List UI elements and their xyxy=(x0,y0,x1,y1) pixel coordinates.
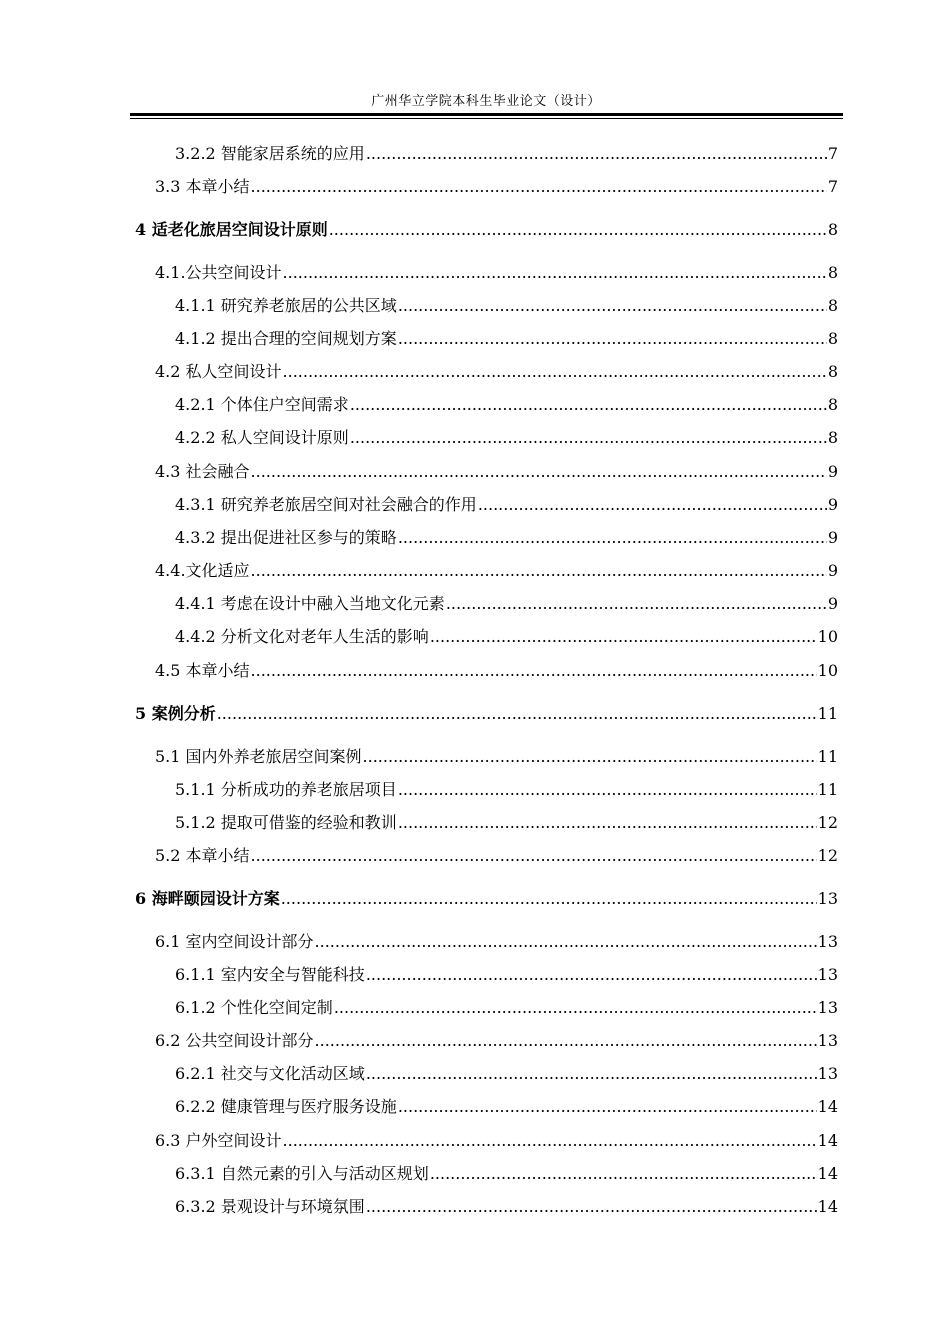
toc-entry[interactable] xyxy=(155,660,838,682)
toc-entry[interactable] xyxy=(175,527,838,549)
toc-dot-leader xyxy=(478,494,827,516)
toc-dot-leader xyxy=(363,746,817,768)
toc-page-number: 11 xyxy=(817,704,838,723)
toc-entry-title: 6.1 室内空间设计部分 xyxy=(155,932,314,951)
toc-page-number: 7 xyxy=(827,144,838,163)
toc-page-number: 12 xyxy=(817,846,838,865)
toc-dot-leader xyxy=(366,964,817,986)
toc-entry-title: 4.2 私人空间设计 xyxy=(155,362,282,381)
toc-dot-leader xyxy=(283,262,827,284)
toc-entry[interactable] xyxy=(175,1063,838,1085)
toc-entry-title: 4.1.2 提出合理的空间规划方案 xyxy=(175,329,397,348)
toc-dot-leader xyxy=(398,295,827,317)
toc-entry-title: 5.2 本章小结 xyxy=(155,846,250,865)
toc-entry[interactable] xyxy=(175,143,838,165)
toc-entry-title: 3.3 本章小结 xyxy=(155,177,250,196)
toc-page-number: 11 xyxy=(817,780,838,799)
toc-dot-leader xyxy=(281,888,817,910)
toc-page-number: 9 xyxy=(827,528,838,547)
toc-entry-title: 4.1.1 研究养老旅居的公共区域 xyxy=(175,296,397,315)
toc-entry[interactable] xyxy=(175,593,838,615)
toc-dot-leader xyxy=(350,427,827,449)
toc-page-number: 7 xyxy=(827,177,838,196)
toc-page-number: 13 xyxy=(817,1031,838,1050)
toc-entry-title: 4.2.2 私人空间设计原则 xyxy=(175,428,349,447)
toc-dot-leader xyxy=(430,1163,817,1185)
toc-page-number: 13 xyxy=(817,1064,838,1083)
toc-page-number: 9 xyxy=(827,495,838,514)
toc-entry-title: 5.1.1 分析成功的养老旅居项目 xyxy=(175,780,397,799)
toc-dot-leader xyxy=(329,219,827,241)
toc-entry-title: 4.4.2 分析文化对老年人生活的影响 xyxy=(175,627,429,646)
toc-entry[interactable] xyxy=(155,461,838,483)
toc-dot-leader xyxy=(251,176,827,198)
toc-entry[interactable] xyxy=(155,1030,838,1052)
toc-page-number: 13 xyxy=(817,932,838,951)
toc-entry[interactable] xyxy=(175,964,838,986)
toc-entry[interactable] xyxy=(135,219,838,241)
toc-entry-title: 4.4.文化适应 xyxy=(155,561,250,580)
toc-page-number: 8 xyxy=(827,428,838,447)
toc-entry[interactable] xyxy=(175,626,838,648)
toc-page-number: 8 xyxy=(827,362,838,381)
toc-entry-title: 4.3.1 研究养老旅居空间对社会融合的作用 xyxy=(175,495,477,514)
toc-entry-title: 6.2.2 健康管理与医疗服务设施 xyxy=(175,1097,397,1116)
toc-dot-leader xyxy=(398,1096,817,1118)
toc-page-number: 8 xyxy=(827,296,838,315)
toc-entry[interactable] xyxy=(175,1096,838,1118)
toc-entry[interactable] xyxy=(175,997,838,1019)
toc-dot-leader xyxy=(366,1196,817,1218)
header-rule xyxy=(130,113,843,116)
toc-dot-leader xyxy=(251,660,817,682)
toc-entry-title: 6.2.1 社交与文化活动区域 xyxy=(175,1064,365,1083)
toc-dot-leader xyxy=(398,812,817,834)
toc-dot-leader xyxy=(398,527,827,549)
toc-entry[interactable] xyxy=(155,1130,838,1152)
toc-entry[interactable] xyxy=(155,361,838,383)
toc-page-number: 13 xyxy=(817,965,838,984)
toc-page-number: 8 xyxy=(827,220,838,239)
toc-page-number: 9 xyxy=(827,462,838,481)
toc-entry-title: 6.3 户外空间设计 xyxy=(155,1131,282,1150)
toc-entry[interactable] xyxy=(135,703,838,725)
toc-dot-leader xyxy=(283,361,827,383)
toc-entry-title: 4.2.1 个体住户空间需求 xyxy=(175,395,349,414)
toc-dot-leader xyxy=(398,328,827,350)
toc-dot-leader xyxy=(315,1030,817,1052)
toc-entry[interactable] xyxy=(175,779,838,801)
toc-entry[interactable] xyxy=(155,746,838,768)
toc-page-number: 8 xyxy=(827,329,838,348)
toc-page-number: 14 xyxy=(817,1131,838,1150)
toc-dot-leader xyxy=(366,1063,817,1085)
toc-dot-leader xyxy=(366,143,827,165)
toc-entry-title: 6.1.2 个性化空间定制 xyxy=(175,998,333,1017)
toc-entry-title: 4 适老化旅居空间设计原则 xyxy=(135,220,328,239)
toc-entry-title: 6.3.2 景观设计与环境氛围 xyxy=(175,1197,365,1216)
toc-page-number: 12 xyxy=(817,813,838,832)
toc-page-number: 8 xyxy=(827,263,838,282)
toc-dot-leader xyxy=(398,779,817,801)
toc-dot-leader xyxy=(251,845,817,867)
toc-entry-title: 6.3.1 自然元素的引入与活动区规划 xyxy=(175,1164,429,1183)
header-rule-thin xyxy=(130,118,843,119)
toc-dot-leader xyxy=(315,931,817,953)
toc-page-number: 13 xyxy=(817,998,838,1017)
toc-entry-title: 4.3 社会融合 xyxy=(155,462,250,481)
toc-page-number: 9 xyxy=(827,594,838,613)
toc-dot-leader xyxy=(251,461,827,483)
toc-entry-title: 4.4.1 考虑在设计中融入当地文化元素 xyxy=(175,594,445,613)
toc-page-number: 14 xyxy=(817,1097,838,1116)
toc-entry[interactable] xyxy=(175,328,838,350)
toc-entry[interactable] xyxy=(175,394,838,416)
toc-entry-title: 4.5 本章小结 xyxy=(155,661,250,680)
toc-entry[interactable] xyxy=(135,888,838,910)
toc-entry[interactable] xyxy=(175,427,838,449)
page-header-title: 广州华立学院本科生毕业论文（设计） xyxy=(371,94,601,109)
toc-dot-leader xyxy=(446,593,827,615)
toc-entry-title: 4.1.公共空间设计 xyxy=(155,263,282,282)
toc-dot-leader xyxy=(350,394,827,416)
toc-page-number: 11 xyxy=(817,747,838,766)
toc-dot-leader xyxy=(251,560,827,582)
toc-entry[interactable] xyxy=(155,845,838,867)
toc-dot-leader xyxy=(430,626,817,648)
toc-entry[interactable] xyxy=(175,812,838,834)
toc-entry[interactable] xyxy=(175,494,838,516)
toc-page-number: 10 xyxy=(817,627,838,646)
toc-entry-title: 6 海畔颐园设计方案 xyxy=(135,889,280,908)
toc-entry-title: 6.1.1 室内安全与智能科技 xyxy=(175,965,365,984)
toc-page-number: 9 xyxy=(827,561,838,580)
toc-page-number: 14 xyxy=(817,1164,838,1183)
toc-entry[interactable] xyxy=(175,1163,838,1185)
toc-page-number: 10 xyxy=(817,661,838,680)
toc-entry-title: 5.1.2 提取可借鉴的经验和教训 xyxy=(175,813,397,832)
toc-dot-leader xyxy=(334,997,817,1019)
toc-entry[interactable] xyxy=(155,176,838,198)
toc-entry[interactable] xyxy=(175,1196,838,1218)
toc-entry[interactable] xyxy=(155,262,838,284)
toc-entry[interactable] xyxy=(155,560,838,582)
toc-dot-leader xyxy=(283,1130,817,1152)
toc-entry-title: 4.3.2 提出促进社区参与的策略 xyxy=(175,528,397,547)
toc-entry-title: 3.2.2 智能家居系统的应用 xyxy=(175,144,365,163)
toc-page-number: 8 xyxy=(827,395,838,414)
toc-entry-title: 6.2 公共空间设计部分 xyxy=(155,1031,314,1050)
toc-dot-leader xyxy=(217,703,817,725)
toc-entry-title: 5.1 国内外养老旅居空间案例 xyxy=(155,747,362,766)
toc-entry[interactable] xyxy=(175,295,838,317)
toc-entry[interactable] xyxy=(155,931,838,953)
toc-entry-title: 5 案例分析 xyxy=(135,704,216,723)
toc-page-number: 13 xyxy=(817,889,838,908)
toc-page-number: 14 xyxy=(817,1197,838,1216)
